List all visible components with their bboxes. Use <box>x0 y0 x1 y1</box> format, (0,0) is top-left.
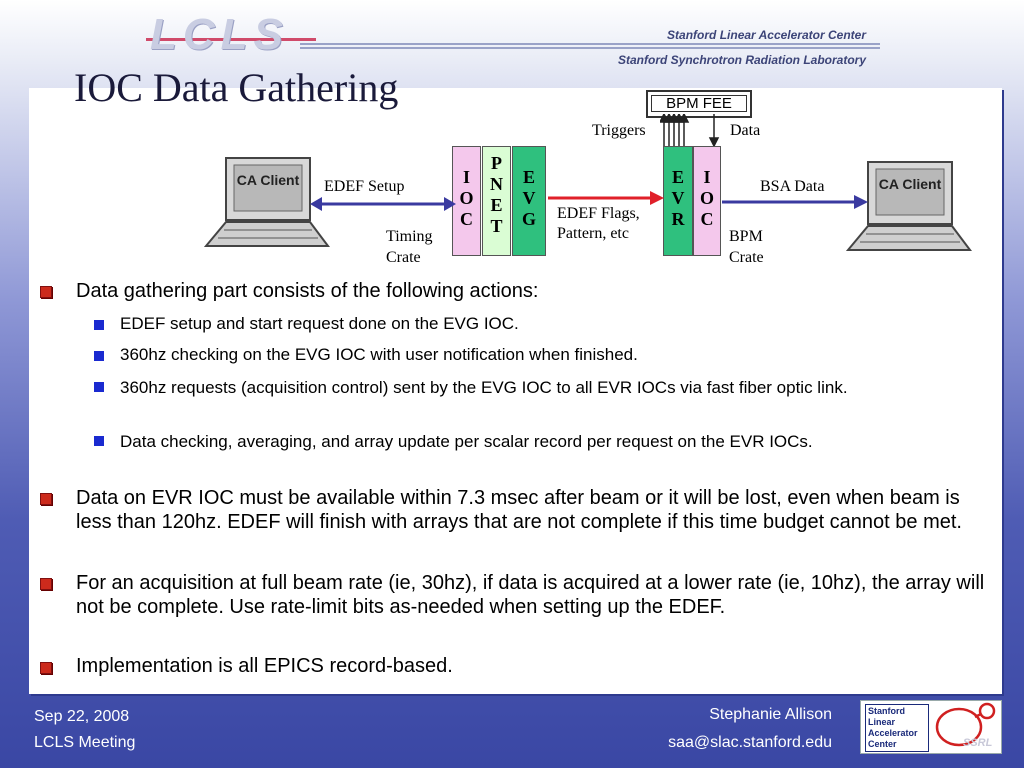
bullet-3-text: For an acquisition at full beam rate (ie, 30hz), if data is acquired at a lower rate (ie, 10hz), the array will not be complete. Use rate-limit bits as-needed when setting up the EDEF. <box>76 572 985 618</box>
evr-column <box>663 146 693 256</box>
sub-bullet-marker <box>94 382 104 392</box>
evg-letter: G <box>521 209 536 229</box>
evr-letter: E <box>671 167 684 187</box>
data-label: Data <box>730 122 761 139</box>
slac-logo-text <box>865 704 929 752</box>
ioc-left-letter: O <box>459 188 474 208</box>
pnet-letter: E <box>490 195 503 215</box>
sub-bullet-marker <box>94 320 104 330</box>
edef-flags-text: EDEF Flags, <box>557 205 640 222</box>
bsa-data-label: BSA Data <box>760 178 825 195</box>
ioc-left-column <box>452 146 481 256</box>
bpm-crate-line2: Crate <box>729 249 764 266</box>
ioc-right-letter: I <box>703 167 711 187</box>
evg-letter: E <box>522 167 535 187</box>
bpm-crate-line1: BPM <box>729 228 763 245</box>
ca-client-left-label: CA Client <box>236 172 300 188</box>
evr-letter: V <box>671 188 685 208</box>
ioc-right-letter: O <box>699 188 714 208</box>
triggers-label: Triggers <box>592 122 646 139</box>
bullet-2-text: Data on EVR IOC must be available within 7.3 msec after beam or it will be lost, even when beam is less than 120hz. EDEF will finish with arrays that are not complete if this time budget cannot be met. <box>76 487 962 533</box>
slac-logo-line: Center <box>868 739 897 749</box>
ioc-left-letter: I <box>462 167 470 187</box>
trigger-data-arrows <box>660 114 730 148</box>
bpm-crate-label <box>729 226 764 268</box>
sub-bullet-2: 360hz checking on the EVG IOC with user notification when finished. <box>120 345 638 364</box>
bpm-fee-label: BPM FEE <box>651 95 747 112</box>
ioc-right-column <box>693 146 721 256</box>
page-title: IOC Data Gathering <box>74 65 399 110</box>
slac-logo-line: Accelerator <box>868 728 918 738</box>
footer-author: Stephanie Allison <box>709 706 832 723</box>
org-ssrl: Stanford Synchrotron Radiation Laboratory <box>617 53 866 67</box>
header-divider-bottom <box>300 47 880 49</box>
footer-date: Sep 22, 2008 <box>34 708 130 725</box>
ioc-right-letter: C <box>700 209 714 229</box>
pnet-letter: N <box>490 174 503 194</box>
ioc-left-letter: C <box>460 209 473 229</box>
pnet-column <box>482 146 511 256</box>
slac-logo-line: Stanford <box>868 706 905 716</box>
evg-letter: V <box>522 188 536 208</box>
sub-bullet-1: EDEF setup and start request done on the EVG IOC. <box>120 314 519 333</box>
org-slac: Stanford Linear Accelerator Center <box>667 28 866 42</box>
sub-bullet-3: 360hz requests (acquisition control) sent by the EVG IOC to all EVR IOCs via fast fiber optic link. <box>120 378 848 397</box>
sub-bullet-4: Data checking, averaging, and array update per scalar record per request on the EVR IOCs. <box>120 432 813 451</box>
evg-column <box>512 146 546 256</box>
timing-crate-line1: Timing <box>386 228 433 245</box>
bullet-4-text: Implementation is all EPICS record-based. <box>76 655 453 677</box>
timing-crate-label <box>386 226 433 268</box>
pattern-text: Pattern, etc <box>557 225 629 242</box>
edef-setup-label: EDEF Setup <box>324 178 405 195</box>
slac-logo-line: Linear <box>868 717 896 727</box>
pnet-letter: T <box>490 216 503 236</box>
edef-flags-label <box>557 204 640 244</box>
bullet-marker <box>40 578 52 590</box>
bullet-marker <box>40 286 52 298</box>
pnet-letter: P <box>491 153 502 173</box>
footer-email: saa@slac.stanford.edu <box>668 734 832 751</box>
sub-bullet-marker <box>94 351 104 361</box>
slac-ssrl-logo <box>860 700 1002 754</box>
edef-setup-arrow <box>310 194 456 214</box>
footer-meeting: LCLS Meeting <box>34 734 136 751</box>
bullet-marker <box>40 662 52 674</box>
ssrl-logo-text: SSRL <box>963 737 993 749</box>
evr-letter: R <box>671 209 685 229</box>
bullet-marker <box>40 493 52 505</box>
bullet-1-text: Data gathering part consists of the following actions: <box>76 280 539 302</box>
header-divider-top <box>300 43 880 45</box>
sub-bullet-marker <box>94 436 104 446</box>
timing-crate-line2: Crate <box>386 249 421 266</box>
lcls-logo: LCLS <box>150 10 289 59</box>
ca-client-right-label: CA Client <box>878 176 942 192</box>
